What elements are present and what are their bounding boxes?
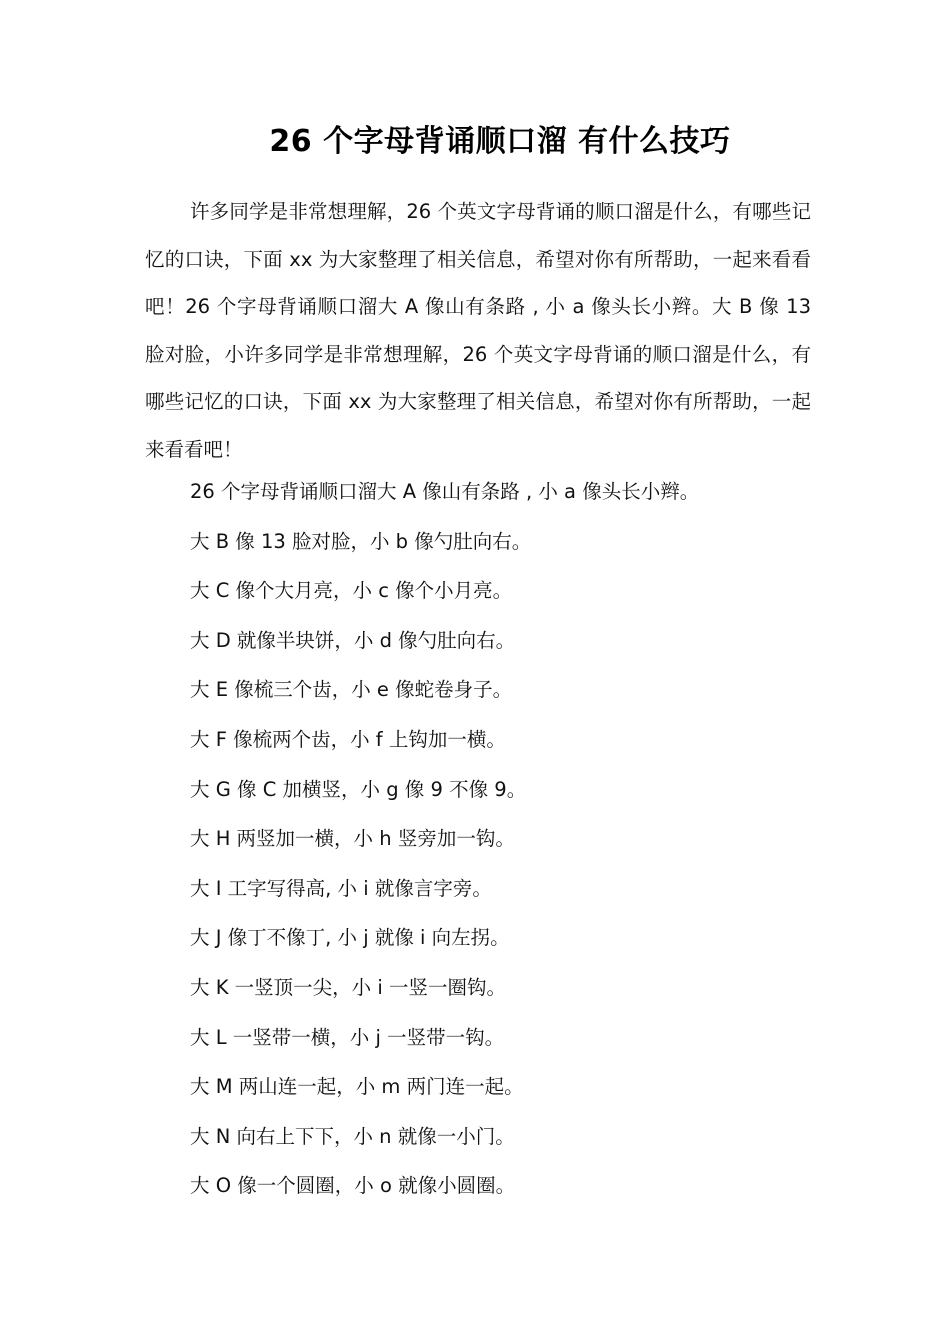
rhyme-line: 大 E 像梳三个齿，小 e 像蛇卷身子。 <box>190 678 513 702</box>
rhyme-line: 大 J 像丁不像丁, 小 j 就像 i 向左拐。 <box>190 926 510 950</box>
rhyme-line: 大 M 两山连一起，小 m 两门连一起。 <box>190 1075 524 1099</box>
rhyme-line: 大 F 像梳两个齿，小 f 上钩加一横。 <box>190 727 506 751</box>
document-title: 26 个字母背诵顺口溜 有什么技巧 <box>269 124 731 159</box>
rhyme-line: 大 D 就像半块饼，小 d 像勺肚向右。 <box>190 628 516 652</box>
rhyme-line: 26 个字母背诵顺口溜大 A 像山有条路 , 小 a 像头长小辫。 <box>190 480 700 503</box>
intro-paragraph: 许多同学是非常想理解，26 个英文字母背诵的顺口溜是什么，有哪些记忆的口诀，下面 xx 为大家整理了相关信息，希望对你有所帮助，一起来看看吧！26 个字母背诵顺口溜大 A 像山有条路 , 小 a 像头长小辫。大 B 像 13 脸对脸，小许多同学是非常想理解，26 个英文字母背诵的顺口溜是什么，有哪些记忆的口诀，下面 xx 为大家整理了相关信息，希望对你有所帮助，一起来看看吧！ <box>145 200 811 461</box>
rhyme-line: 大 G 像 C 加横竖，小 g 像 9 不像 9。 <box>190 777 527 801</box>
rhyme-line: 大 I 工字写得高, 小 i 就像言字旁。 <box>190 876 492 900</box>
rhyme-line: 大 H 两竖加一横，小 h 竖旁加一钩。 <box>190 827 515 851</box>
rhyme-line: 大 N 向右上下下，小 n 就像一小门。 <box>190 1124 515 1148</box>
rhyme-line: 大 C 像个大月亮，小 c 像个小月亮。 <box>190 579 513 603</box>
rhyme-line: 大 B 像 13 脸对脸，小 b 像勺肚向右。 <box>190 529 532 553</box>
rhyme-line: 大 O 像一个圆圈，小 o 就像小圆圈。 <box>190 1174 516 1198</box>
rhyme-line: 大 L 一竖带一横，小 j 一竖带一钩。 <box>190 1025 505 1049</box>
rhyme-list <box>145 467 811 1211</box>
rhyme-line: 大 K 一竖顶一尖，小 i 一竖一圈钩。 <box>190 975 506 999</box>
